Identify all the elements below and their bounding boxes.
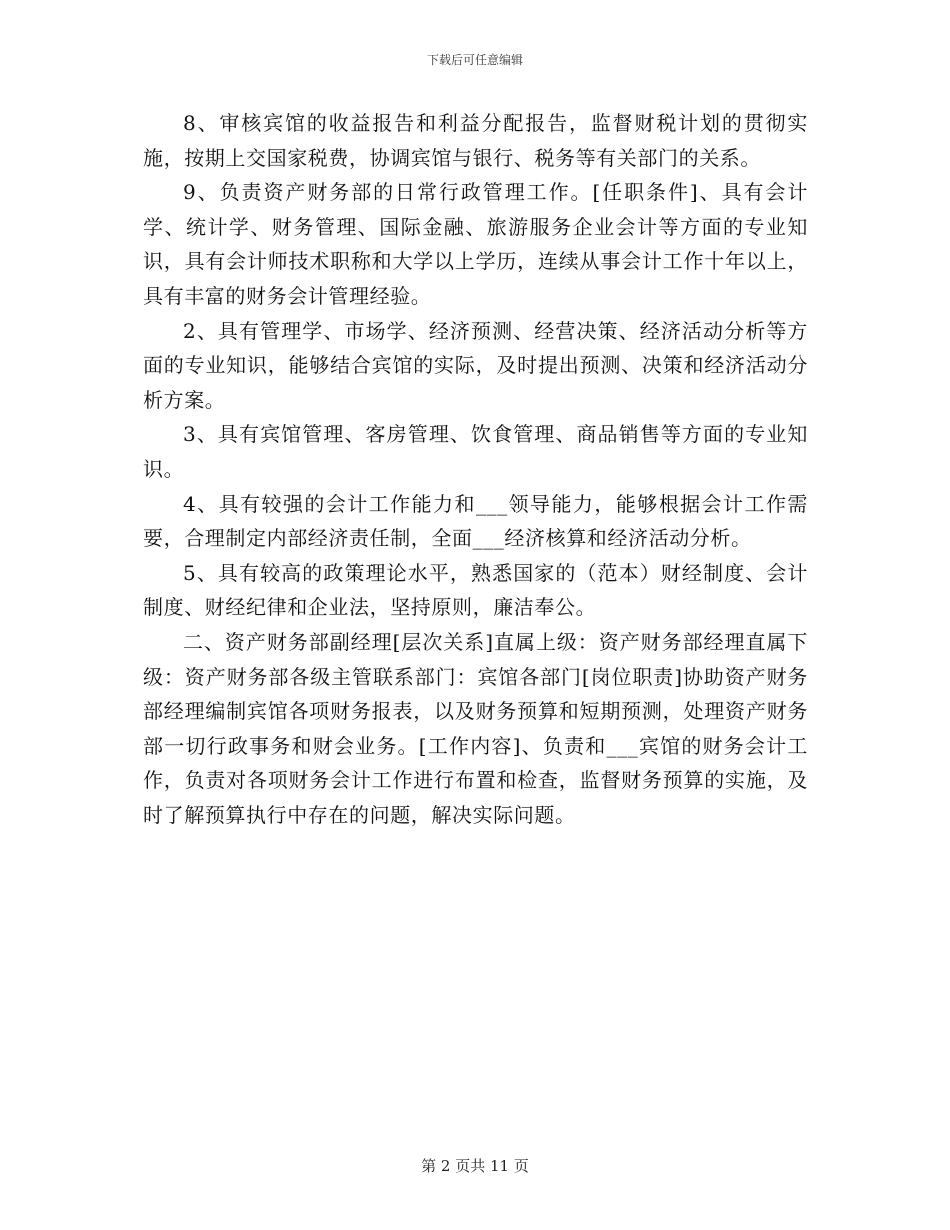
- paragraph-qualification-5: 5、具有较高的政策理论水平，熟悉国家的（范本）财经制度、会计制度、财经纪律和企业法，坚持原则，廉洁奉公。: [143, 560, 808, 620]
- paragraph-item-8: 8、审核宾馆的收益报告和利益分配报告，监督财税计划的贯彻实施，按期上交国家税费，协调宾馆与银行、税务等有关部门的关系。: [143, 111, 808, 170]
- paragraph-deputy-manager: 二、资产财务部副经理[层次关系]直属上级：资产财务部经理直属下级：资产财务部各级主管联系部门：宾馆各部门[岗位职责]协助资产财务部经理编制宾馆各项财务报表，以及财务预算和短期预测，处理资产财务部一切行政事务和财会业务。[工作内容]、负责和___宾馆的财务会计工作，负责对各项财务会计工作进行布置和检查，监督财务预算的实施，及时了解预算执行中存在的问题，解决实际问题。: [143, 629, 808, 827]
- page-header: 下载后可任意编辑: [426, 53, 523, 67]
- paragraph-qualification-4: 4、具有较强的会计工作能力和___领导能力，能够根据会计工作需要，合理制定内部经济责任制，全面___经济核算和经济活动分析。: [143, 491, 808, 551]
- paragraph-qualification-2: 2、具有管理学、市场学、经济预测、经营决策、经济活动分析等方面的专业知识，能够结合宾馆的实际，及时提出预测、决策和经济活动分析方案。: [143, 318, 808, 412]
- page-footer: 第 2 页共 11 页: [421, 1157, 529, 1175]
- paragraph-qualification-3: 3、具有宾馆管理、客房管理、饮食管理、商品销售等方面的专业知识。: [143, 422, 808, 481]
- document-body: [143, 106, 808, 832]
- paragraph-item-9: 9、负责资产财务部的日常行政管理工作。[任职条件]、具有会计学、统计学、财务管理、国际金融、旅游服务企业会计等方面的专业知识，具有会计师技术职称和大学以上学历，连续从事会计工作十年以上，具有丰富的财务会计管理经验。: [143, 180, 808, 308]
